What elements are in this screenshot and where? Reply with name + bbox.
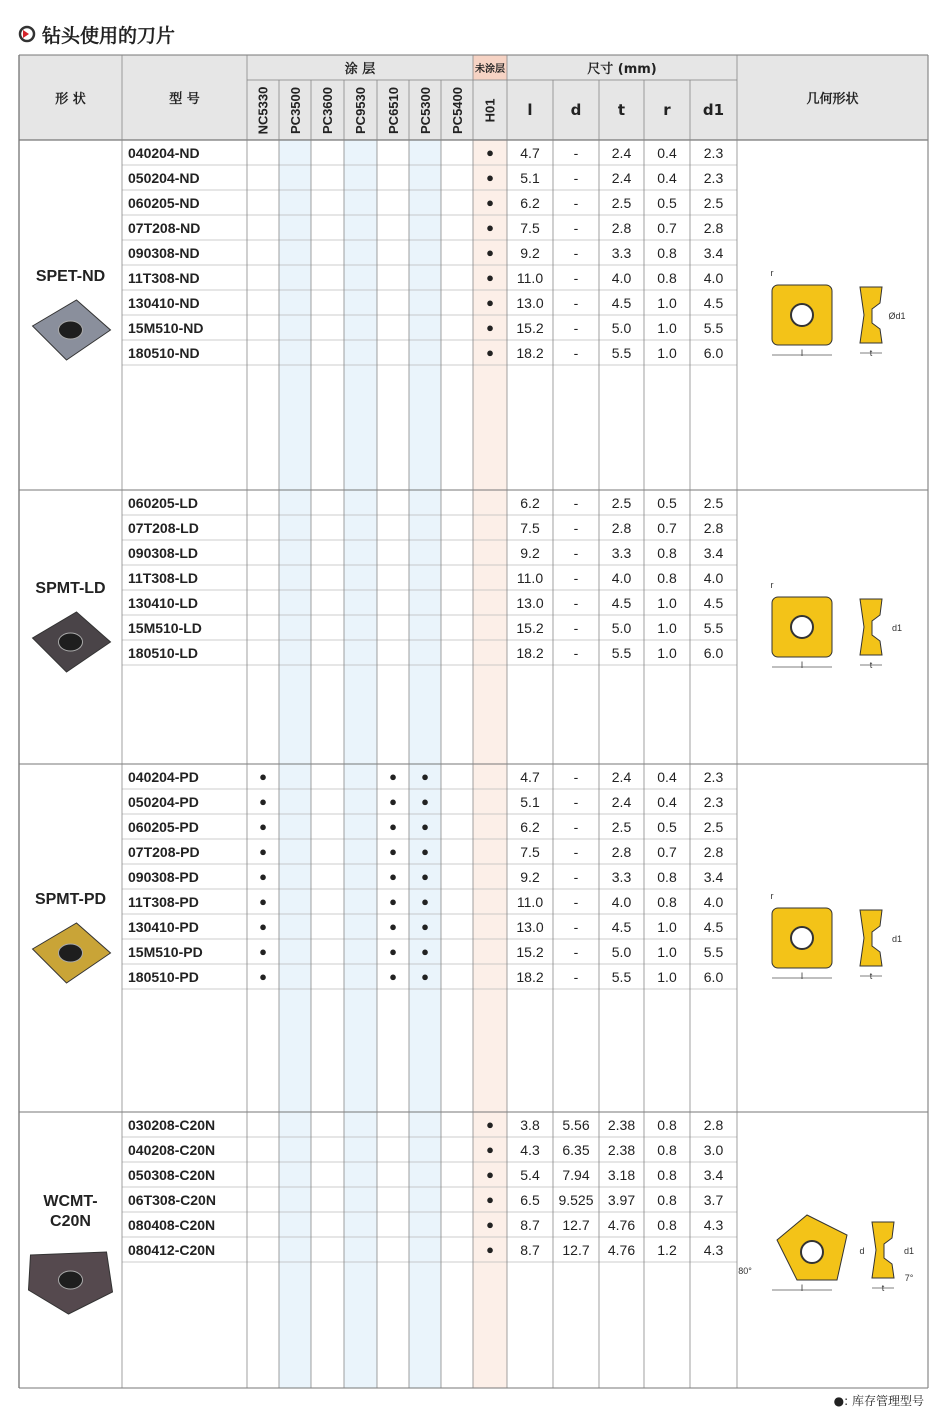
dim-t: 2.8 [611,219,632,236]
dim-d: 12.7 [562,1241,590,1258]
dim-d1: 3.4 [703,544,724,561]
dim-d: 9.525 [558,1191,594,1208]
header-dim-r: r [663,101,671,119]
stock-mark: ● [259,844,267,859]
dim-d: - [573,793,579,810]
dim-l: 11.0 [516,269,544,286]
diagram-label-r: r [770,891,774,901]
header-grade-NC5330 [247,80,279,140]
header-dim-d1: d1 [702,101,725,119]
dim-r: 0.4 [657,144,677,161]
dim-l: 13.0 [516,594,544,611]
header-dim-t: t [617,101,626,119]
dim-r: 0.4 [657,768,677,785]
dim-r: 1.0 [657,644,677,661]
dim-d: - [573,219,579,236]
dim-l: 7.5 [520,519,540,536]
diagram-label-r: r [770,580,774,590]
dim-l: 8.7 [520,1216,540,1233]
dim-l: 6.2 [520,194,540,211]
dim-l: 15.2 [516,319,544,336]
dim-r: 0.5 [657,194,677,211]
header-dim-l: l [527,101,533,119]
dim-r: 0.7 [657,843,677,860]
grade-label: H01 [482,98,498,122]
model-cell: 090308-ND [128,244,200,261]
stock-mark: ● [486,195,494,210]
dim-d1: 3.4 [703,244,724,261]
model-cell: 11T308-ND [128,269,200,286]
dim-l: 5.1 [520,793,540,810]
model-cell: 060205-LD [128,494,199,511]
dim-r: 0.8 [657,868,677,885]
dim-t: 3.3 [611,544,632,561]
dim-d: - [573,319,579,336]
model-cell: 180510-PD [128,968,199,985]
dim-l: 6.5 [520,1191,540,1208]
dim-d: 12.7 [562,1216,590,1233]
dim-l: 8.7 [520,1241,540,1258]
insert-geometry-diagram [772,597,882,657]
insert-photo [33,923,111,983]
diagram-label-l: l [801,660,803,670]
dim-d1: 4.3 [703,1216,724,1233]
header-dimensions: 尺寸 (mm) [587,62,657,77]
model-cell: 11T308-LD [128,569,199,586]
model-cell: 050204-ND [128,169,200,186]
dim-l: 5.4 [520,1166,540,1183]
shape-name-text: WCMT- C20N [43,1193,98,1230]
dim-r: 1.0 [657,319,677,336]
dim-t: 3.97 [607,1191,636,1208]
header-shape: 形 状 [55,92,86,107]
model-cell: 060205-ND [128,194,200,211]
dim-d: - [573,843,579,860]
insert-geometry-diagram [772,908,882,968]
model-cell: 090308-LD [128,544,199,561]
dim-d1: 5.5 [703,943,724,960]
footnote: ●: 库存管理型号 [833,1394,924,1408]
header-grade-PC5300 [409,80,441,140]
dim-r: 0.7 [657,219,677,236]
dim-t: 3.3 [611,868,632,885]
dim-r: 0.8 [657,893,677,910]
diagram-label-t: t [881,1283,885,1293]
page-title: 钻头使用的刀片 [42,24,176,47]
header-geometry: 几何形状 [806,92,859,107]
dim-l: 13.0 [516,294,544,311]
model-cell: 130410-LD [128,594,199,611]
stock-mark: ● [389,794,397,809]
header-uncoated: 未涂层 [475,64,505,75]
shape-name [19,567,122,611]
dim-r: 1.0 [657,344,677,361]
stock-mark: ● [486,170,494,185]
stock-mark: ● [421,919,429,934]
stock-mark: ● [421,819,429,834]
dim-l: 4.3 [520,1141,540,1158]
dim-l: 3.8 [520,1116,540,1133]
stock-mark: ● [389,969,397,984]
dim-d: - [573,644,579,661]
dim-r: 1.0 [657,943,677,960]
stock-mark: ● [259,969,267,984]
dim-t: 5.0 [611,619,632,636]
header-coating: 涂 层 [344,62,376,77]
grade-label: PC6510 [385,86,401,134]
dim-d1: 2.5 [703,494,724,511]
header-dim-d: d [570,101,582,119]
dim-r: 0.5 [657,494,677,511]
dim-t: 4.5 [611,918,632,935]
dim-d: - [573,818,579,835]
model-cell: 060205-PD [128,818,199,835]
dim-l: 15.2 [516,619,544,636]
dim-r: 0.8 [657,544,677,561]
shape-name [19,878,122,922]
dim-d: - [573,494,579,511]
dim-d: 5.56 [562,1116,590,1133]
model-cell: 130410-ND [128,294,200,311]
dim-l: 13.0 [516,918,544,935]
insert-photo [33,300,111,360]
dim-t: 5.5 [611,644,632,661]
dim-t: 5.5 [611,968,632,985]
dim-l: 18.2 [516,968,544,985]
model-cell: 15M510-LD [128,619,202,636]
dim-r: 1.0 [657,968,677,985]
dim-r: 0.5 [657,818,677,835]
dim-t: 2.8 [611,843,632,860]
stock-mark: ● [486,345,494,360]
dim-d1: 2.3 [703,768,724,785]
dim-t: 4.0 [611,269,632,286]
diagram-label-l: l [801,1283,803,1293]
dim-d1: 4.5 [703,918,724,935]
dim-d1: 2.3 [703,169,724,186]
dim-l: 11.0 [516,569,544,586]
stock-mark: ● [421,869,429,884]
dim-l: 18.2 [516,344,544,361]
model-cell: 050308-C20N [128,1166,216,1183]
stock-mark: ● [486,1117,494,1132]
dim-t: 2.5 [611,494,632,511]
insert-photo [33,612,111,672]
dim-d1: 4.5 [703,594,724,611]
stock-mark: ● [259,869,267,884]
model-cell: 180510-ND [128,344,200,361]
diagram-label-t: t [869,348,873,358]
dim-d: - [573,344,579,361]
dim-l: 4.7 [520,768,540,785]
dim-r: 0.8 [657,1191,677,1208]
stock-mark: ● [421,769,429,784]
diagram-label-t: t [869,971,873,981]
dim-r: 0.4 [657,793,677,810]
dim-l: 6.2 [520,494,540,511]
model-cell: 07T208-PD [128,843,200,860]
stock-mark: ● [421,794,429,809]
dim-d1: 4.3 [703,1241,724,1258]
stock-mark: ● [389,769,397,784]
diagram-label-r: r [770,268,774,278]
model-cell: 07T208-ND [128,219,201,236]
dim-t: 4.5 [611,294,632,311]
stock-mark: ● [486,220,494,235]
dim-d1: 4.5 [703,294,724,311]
dim-d1: 3.4 [703,868,724,885]
dim-d1: 4.0 [703,569,724,586]
model-cell: 040208-C20N [128,1141,216,1158]
dim-l: 9.2 [520,544,540,561]
dim-d: - [573,294,579,311]
dim-l: 11.0 [516,893,544,910]
dim-t: 3.3 [611,244,632,261]
dim-t: 2.38 [607,1116,636,1133]
dim-t: 4.76 [607,1216,636,1233]
dim-t: 3.18 [607,1166,636,1183]
diagram-label-l: l [801,348,803,358]
model-cell: 180510-LD [128,644,199,661]
dim-d: - [573,194,579,211]
stock-mark: ● [486,1217,494,1232]
model-cell: 06T308-C20N [128,1191,216,1208]
dim-l: 7.5 [520,219,540,236]
dim-r: 0.8 [657,244,677,261]
grade-label: NC5330 [255,86,271,134]
stock-mark: ● [389,919,397,934]
dim-t: 5.5 [611,344,632,361]
dim-t: 2.4 [611,793,632,810]
dim-r: 1.2 [657,1241,677,1258]
diagram-label-d: d [859,1246,865,1256]
stock-mark: ● [259,769,267,784]
stock-mark: ● [389,819,397,834]
dim-t: 2.38 [607,1141,636,1158]
dim-t: 4.0 [611,893,632,910]
dim-d: - [573,544,579,561]
dim-d: - [573,269,579,286]
dim-d1: 5.5 [703,319,724,336]
grade-label: PC5300 [417,86,433,134]
stock-mark: ● [486,1242,494,1257]
dim-t: 2.5 [611,194,632,211]
dim-r: 0.8 [657,1141,677,1158]
dim-r: 1.0 [657,594,677,611]
dim-t: 2.4 [611,768,632,785]
dim-t: 4.76 [607,1241,636,1258]
dim-d1: 2.5 [703,194,724,211]
model-cell: 080412-C20N [128,1241,216,1258]
stock-mark: ● [389,844,397,859]
dim-d1: 2.8 [703,519,724,536]
dim-d1: 2.8 [703,1116,724,1133]
dim-d1: 2.3 [703,144,724,161]
grade-label: PC3600 [320,86,336,134]
header-grade-PC9530 [344,80,377,140]
diagram-label-d1: d1 [891,623,902,633]
stock-mark: ● [486,145,494,160]
stock-mark: ● [486,320,494,335]
dim-d1: 4.0 [703,893,724,910]
stock-mark: ● [389,944,397,959]
dim-r: 0.8 [657,1116,677,1133]
stock-mark: ● [421,944,429,959]
model-cell: 050204-PD [128,793,199,810]
dim-d: - [573,569,579,586]
header-grade-H01 [473,80,507,140]
dim-t: 2.8 [611,519,632,536]
dim-d1: 5.5 [703,619,724,636]
dim-d: - [573,918,579,935]
dim-r: 1.0 [657,918,677,935]
stock-mark: ● [389,869,397,884]
stock-mark: ● [259,894,267,909]
insert-geometry-diagram [772,285,882,345]
stock-mark: ● [259,944,267,959]
dim-d: 7.94 [562,1166,590,1183]
dim-r: 0.4 [657,169,677,186]
header-grade-PC3500 [279,80,311,140]
stock-mark: ● [389,894,397,909]
shape-name-text: SPMT-PD [34,891,107,908]
dim-d1: 3.0 [703,1141,724,1158]
dim-d1: 2.8 [703,843,724,860]
model-cell: 030208-C20N [128,1116,216,1133]
dim-r: 0.8 [657,569,677,586]
stock-mark: ● [421,844,429,859]
dim-t: 5.0 [611,319,632,336]
stock-mark: ● [486,1192,494,1207]
dim-d: - [573,968,579,985]
dim-d: - [573,943,579,960]
header-grade-PC3600 [311,80,344,140]
grade-label: PC9530 [353,86,369,134]
stock-mark: ● [486,1167,494,1182]
dim-d1: 2.8 [703,219,724,236]
dim-r: 0.8 [657,269,677,286]
model-cell: 07T208-LD [128,519,199,536]
dim-d1: 6.0 [703,968,724,985]
dim-t: 2.4 [611,144,632,161]
header-model: 型 号 [169,92,200,107]
shape-name-text: SPET-ND [35,268,106,285]
stock-mark: ● [421,969,429,984]
model-cell: 15M510-ND [128,319,204,336]
dim-t: 5.0 [611,943,632,960]
stock-mark: ● [486,270,494,285]
dim-d1: 2.3 [703,793,724,810]
stock-mark: ● [259,794,267,809]
dim-r: 0.7 [657,519,677,536]
diagram-label-d1: Ød1 [888,311,906,321]
dim-t: 2.4 [611,169,632,186]
model-cell: 040204-PD [128,768,199,785]
model-cell: 080408-C20N [128,1216,216,1233]
dim-d: - [573,768,579,785]
stock-mark: ● [259,819,267,834]
diagram-label-d1: d1 [891,934,902,944]
dim-l: 6.2 [520,818,540,835]
model-cell: 11T308-PD [128,893,199,910]
dim-r: 1.0 [657,619,677,636]
dim-d: - [573,594,579,611]
dim-t: 2.5 [611,818,632,835]
model-cell: 090308-PD [128,868,199,885]
dim-r: 1.0 [657,294,677,311]
dim-d: 6.35 [562,1141,590,1158]
dim-r: 0.8 [657,1216,677,1233]
model-cell: 040204-ND [128,144,200,161]
header-grade-PC5400 [441,80,473,140]
dim-d1: 4.0 [703,269,724,286]
shape-name [19,255,122,299]
dim-d1: 3.7 [703,1191,724,1208]
dim-d: - [573,893,579,910]
model-cell: 130410-PD [128,918,199,935]
model-cell: 15M510-PD [128,943,203,960]
dim-d: - [573,144,579,161]
stock-mark: ● [259,919,267,934]
dim-d1: 6.0 [703,644,724,661]
diagram-label-angle2: 7° [904,1273,914,1283]
dim-r: 0.8 [657,1166,677,1183]
dim-l: 9.2 [520,244,540,261]
dim-l: 7.5 [520,843,540,860]
dim-t: 4.0 [611,569,632,586]
dim-d1: 3.4 [703,1166,724,1183]
dim-d1: 2.5 [703,818,724,835]
shape-name [19,1190,122,1234]
dim-l: 4.7 [520,144,540,161]
stock-mark: ● [486,295,494,310]
grade-label: PC3500 [287,86,303,134]
dim-l: 15.2 [516,943,544,960]
dim-d: - [573,169,579,186]
stock-mark: ● [486,245,494,260]
stock-mark: ● [421,894,429,909]
dim-l: 9.2 [520,868,540,885]
diagram-label-d1: d1 [903,1246,914,1256]
header-grade-PC6510 [377,80,409,140]
grade-label: PC5400 [449,86,465,134]
dim-d: - [573,519,579,536]
diagram-label-l: l [801,971,803,981]
dim-d: - [573,619,579,636]
stock-mark: ● [486,1142,494,1157]
dim-d: - [573,868,579,885]
dim-d1: 6.0 [703,344,724,361]
shape-name-text: SPMT-LD [35,580,106,597]
diagram-label-angle1: 80° [738,1266,752,1276]
insert-photo [29,1252,113,1314]
dim-l: 18.2 [516,644,544,661]
dim-l: 5.1 [520,169,540,186]
dim-t: 4.5 [611,594,632,611]
diagram-label-t: t [869,660,873,670]
dim-d: - [573,244,579,261]
